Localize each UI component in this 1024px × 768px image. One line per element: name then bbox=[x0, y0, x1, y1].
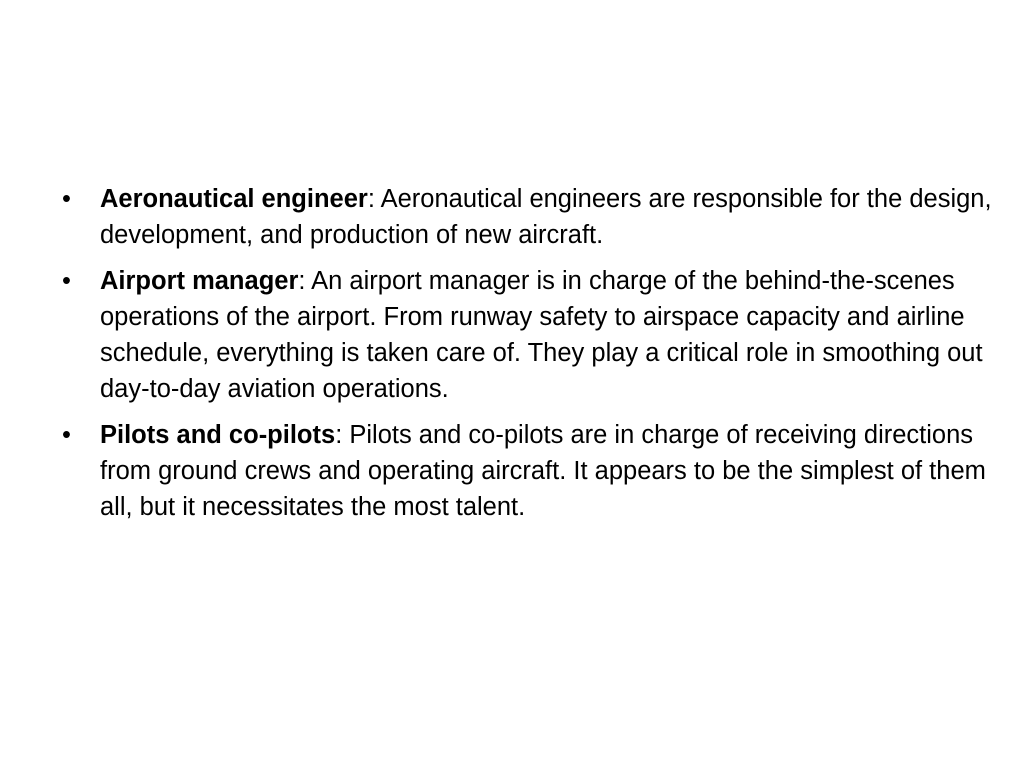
list-item-airport-manager bbox=[62, 263, 992, 407]
bullet-dot-icon: • bbox=[62, 421, 71, 449]
term-separator: : bbox=[298, 267, 306, 295]
term-label: Airport manager bbox=[100, 267, 299, 295]
bullet-list bbox=[62, 181, 992, 535]
term-description: An airport manager is in charge of the behind-the-scenes operations of the airport. From runway safety to airspace capacity and airline schedule, everything is taken care of. They play a critical role in smoothing out day-to-day aviation operations. bbox=[100, 267, 983, 403]
term-description: Aeronautical engineers are responsible for the design, development, and production of new aircraft. bbox=[100, 185, 992, 249]
list-item-pilots-and-co-pilots bbox=[62, 417, 992, 525]
term-separator: : bbox=[335, 421, 343, 449]
term-label: Aeronautical engineer bbox=[100, 185, 368, 213]
term-separator: : bbox=[367, 185, 375, 213]
list-item-aeronautical-engineer bbox=[62, 181, 992, 253]
bullet-dot-icon: • bbox=[62, 185, 71, 213]
bullet-dot-icon: • bbox=[62, 267, 71, 295]
term-description: Pilots and co-pilots are in charge of receiving directions from ground crews and operating aircraft. It appears to be the simplest of them all, but it necessitates the most talent. bbox=[100, 421, 986, 521]
term-label: Pilots and co-pilots bbox=[100, 421, 336, 449]
